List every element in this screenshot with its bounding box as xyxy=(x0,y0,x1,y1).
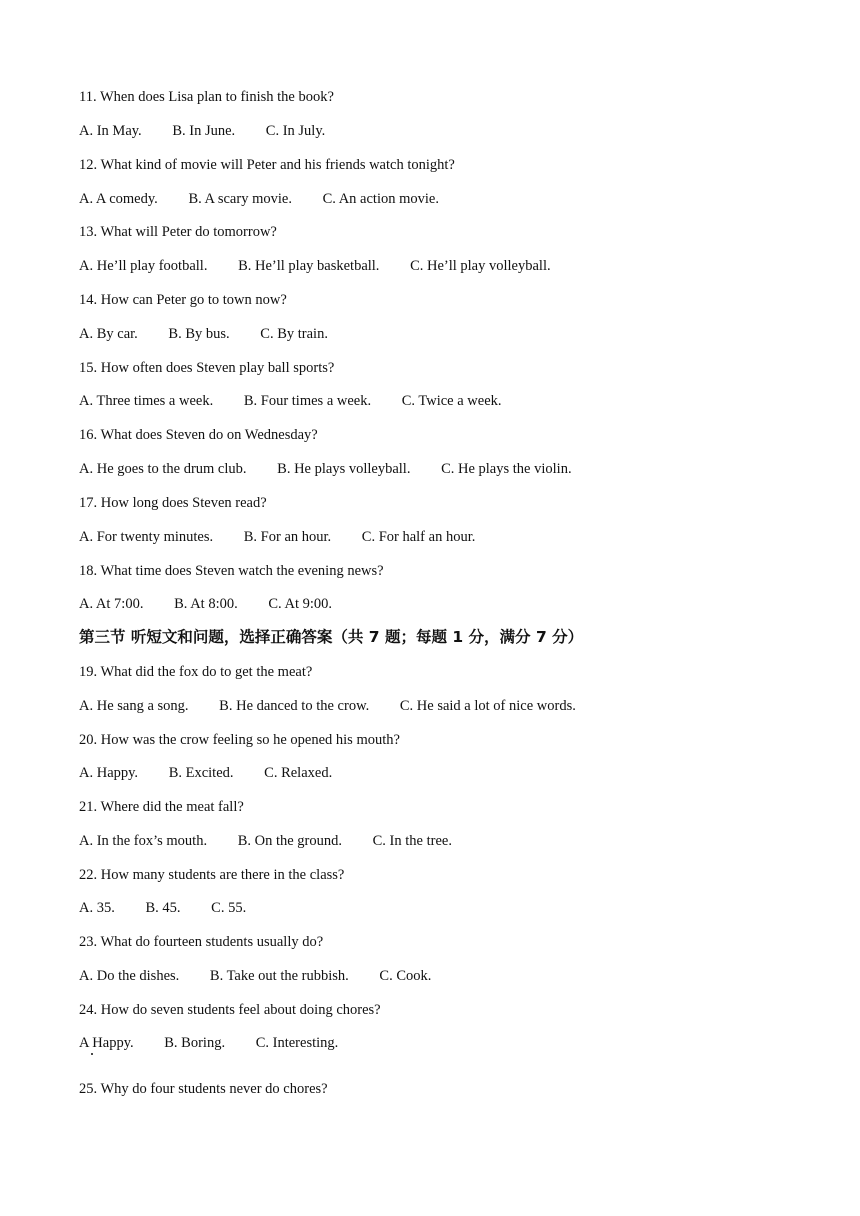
option-c: C. He plays the violin. xyxy=(441,461,572,477)
option-a: A. Do the dishes. xyxy=(79,968,180,984)
options-14 xyxy=(79,325,328,343)
option-a: A. Three times a week. xyxy=(79,393,214,409)
options-21 xyxy=(79,832,452,850)
option-c: C. Cook. xyxy=(379,968,432,984)
option-a: A. At 7:00. xyxy=(79,596,144,612)
option-c: C. 55. xyxy=(211,900,247,916)
section-3-heading: 第三节 听短文和问题，选择正确答案（共 7 题；每题 1 分，满分 7 分） xyxy=(79,628,584,646)
option-c: C. At 9:00. xyxy=(268,596,333,612)
options-17 xyxy=(79,528,475,546)
stray-dot xyxy=(91,1053,93,1055)
option-a: A Happy. xyxy=(79,1035,134,1051)
options-13 xyxy=(79,257,551,275)
option-a: A. He’ll play football. xyxy=(79,258,208,274)
question-13: 13. What will Peter do tomorrow? xyxy=(79,224,277,240)
question-17: 17. How long does Steven read? xyxy=(79,495,267,511)
option-b: B. In June. xyxy=(172,123,236,139)
option-a: A. He sang a song. xyxy=(79,698,189,714)
option-c: C. In the tree. xyxy=(372,833,452,849)
option-b: B. At 8:00. xyxy=(174,596,238,612)
option-a: A. In May. xyxy=(79,123,142,139)
question-23: 23. What do fourteen students usually do? xyxy=(79,934,324,950)
question-22: 22. How many students are there in the class? xyxy=(79,867,345,883)
option-a: A. For twenty minutes. xyxy=(79,529,214,545)
question-19: 19. What did the fox do to get the meat? xyxy=(79,664,313,680)
options-16 xyxy=(79,460,572,478)
options-22 xyxy=(79,899,246,917)
option-b: B. Excited. xyxy=(168,765,234,781)
options-11 xyxy=(79,122,325,140)
question-18: 18. What time does Steven watch the evening news? xyxy=(79,563,384,579)
option-b: B. Four times a week. xyxy=(243,393,372,409)
option-c: C. Twice a week. xyxy=(401,393,502,409)
option-c: C. In July. xyxy=(265,123,326,139)
option-c: C. By train. xyxy=(260,326,328,342)
option-b: B. He plays volleyball. xyxy=(277,461,411,477)
option-a: A. By car. xyxy=(79,326,138,342)
option-b: B. Take out the rubbish. xyxy=(209,968,349,984)
question-25: 25. Why do four students never do chores? xyxy=(79,1081,328,1097)
option-b: B. For an hour. xyxy=(243,529,332,545)
options-19 xyxy=(79,697,576,715)
options-24 xyxy=(79,1034,338,1052)
option-b: B. He danced to the crow. xyxy=(219,698,370,714)
option-b: B. 45. xyxy=(145,900,181,916)
question-11: 11. When does Lisa plan to finish the book? xyxy=(79,89,334,105)
option-c: C. Relaxed. xyxy=(264,765,333,781)
question-15: 15. How often does Steven play ball sports? xyxy=(79,360,335,376)
option-c: C. Interesting. xyxy=(255,1035,339,1051)
options-20 xyxy=(79,764,332,782)
option-b: B. On the ground. xyxy=(237,833,343,849)
options-15 xyxy=(79,392,502,410)
question-12: 12. What kind of movie will Peter and his friends watch tonight? xyxy=(79,157,455,173)
option-b: B. Boring. xyxy=(164,1035,226,1051)
option-a: A. A comedy. xyxy=(79,191,158,207)
options-12 xyxy=(79,190,439,208)
option-b: B. He’ll play basketball. xyxy=(238,258,380,274)
option-c: C. For half an hour. xyxy=(361,529,476,545)
option-c: C. An action movie. xyxy=(322,191,439,207)
options-18 xyxy=(79,595,332,613)
option-a: A. He goes to the drum club. xyxy=(79,461,247,477)
option-a: A. Happy. xyxy=(79,765,139,781)
question-24: 24. How do seven students feel about doing chores? xyxy=(79,1002,381,1018)
option-b: B. By bus. xyxy=(168,326,230,342)
option-b: B. A scary movie. xyxy=(188,191,292,207)
question-16: 16. What does Steven do on Wednesday? xyxy=(79,427,318,443)
option-a: A. In the fox’s mouth. xyxy=(79,833,208,849)
question-14: 14. How can Peter go to town now? xyxy=(79,292,287,308)
question-21: 21. Where did the meat fall? xyxy=(79,799,244,815)
options-23 xyxy=(79,967,431,985)
question-20: 20. How was the crow feeling so he opened his mouth? xyxy=(79,732,400,748)
option-a: A. 35. xyxy=(79,900,115,916)
option-c: C. He said a lot of nice words. xyxy=(399,698,576,714)
option-c: C. He’ll play volleyball. xyxy=(410,258,551,274)
